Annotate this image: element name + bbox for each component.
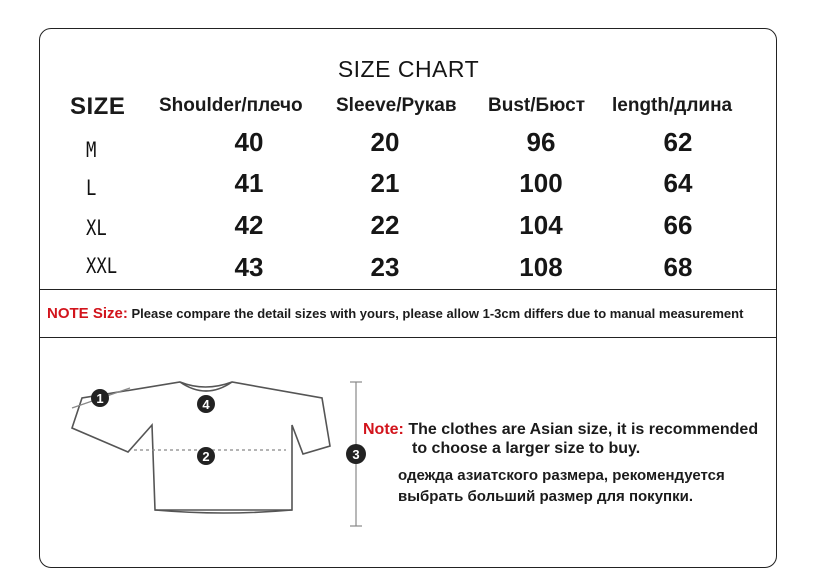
size-label: XXL bbox=[86, 254, 118, 278]
size-label: L bbox=[86, 176, 97, 200]
cell-shoulder: 43 bbox=[234, 252, 264, 282]
note-size-label: NOTE Size: bbox=[47, 305, 128, 322]
cell-shoulder: 42 bbox=[234, 210, 264, 240]
diagram-markers bbox=[91, 389, 366, 465]
marker-3-label: 3 bbox=[352, 447, 360, 462]
note-asian bbox=[363, 421, 758, 439]
cell-bust: 96 bbox=[526, 127, 556, 157]
measure-lines bbox=[72, 382, 362, 526]
cell-sleeve: 21 bbox=[370, 168, 400, 198]
cell-sleeve: 20 bbox=[370, 127, 400, 157]
cell-sleeve: 23 bbox=[370, 252, 400, 282]
cell-length: 64 bbox=[663, 168, 693, 198]
cell-sleeve: 22 bbox=[370, 210, 400, 240]
marker-1-label: 1 bbox=[96, 391, 104, 406]
cell-bust: 100 bbox=[519, 168, 563, 198]
header-length: length/длина bbox=[612, 95, 733, 116]
note-asian-line1: The clothes are Asian size, it is recommended bbox=[408, 421, 759, 438]
note-size bbox=[47, 305, 743, 322]
divider-bottom bbox=[39, 337, 777, 338]
cell-length: 66 bbox=[663, 210, 693, 240]
cell-bust: 104 bbox=[519, 210, 563, 240]
cell-length: 68 bbox=[663, 252, 693, 282]
size-label: M bbox=[86, 138, 97, 162]
note-size-text: Please compare the detail sizes with yours, please allow 1-3cm differs due to manual measurement bbox=[131, 306, 744, 321]
chart-title: SIZE CHART bbox=[337, 56, 480, 82]
cell-length: 62 bbox=[663, 127, 693, 157]
marker-2-label: 2 bbox=[202, 449, 210, 464]
note-asian-label: Note: bbox=[363, 421, 404, 438]
cell-bust: 108 bbox=[519, 252, 563, 282]
note-asian-line2: to choose a larger size to buy. bbox=[412, 440, 641, 457]
divider-top bbox=[39, 289, 777, 290]
cell-shoulder: 40 bbox=[234, 127, 264, 157]
shirt-measurement-diagram bbox=[60, 370, 375, 530]
header-shoulder: Shoulder/плечо bbox=[159, 95, 303, 116]
header-size: SIZE bbox=[70, 93, 126, 120]
header-bust: Bust/Бюст bbox=[488, 95, 586, 116]
cell-shoulder: 41 bbox=[234, 168, 264, 198]
note-ru-line2: выбрать больший размер для покупки. bbox=[398, 488, 693, 505]
size-label: XL bbox=[86, 216, 107, 240]
header-sleeve: Sleeve/Рукав bbox=[336, 95, 457, 116]
marker-4-label: 4 bbox=[202, 397, 210, 412]
note-ru-line1: одежда азиатского размера, рекомендуется bbox=[398, 467, 725, 484]
